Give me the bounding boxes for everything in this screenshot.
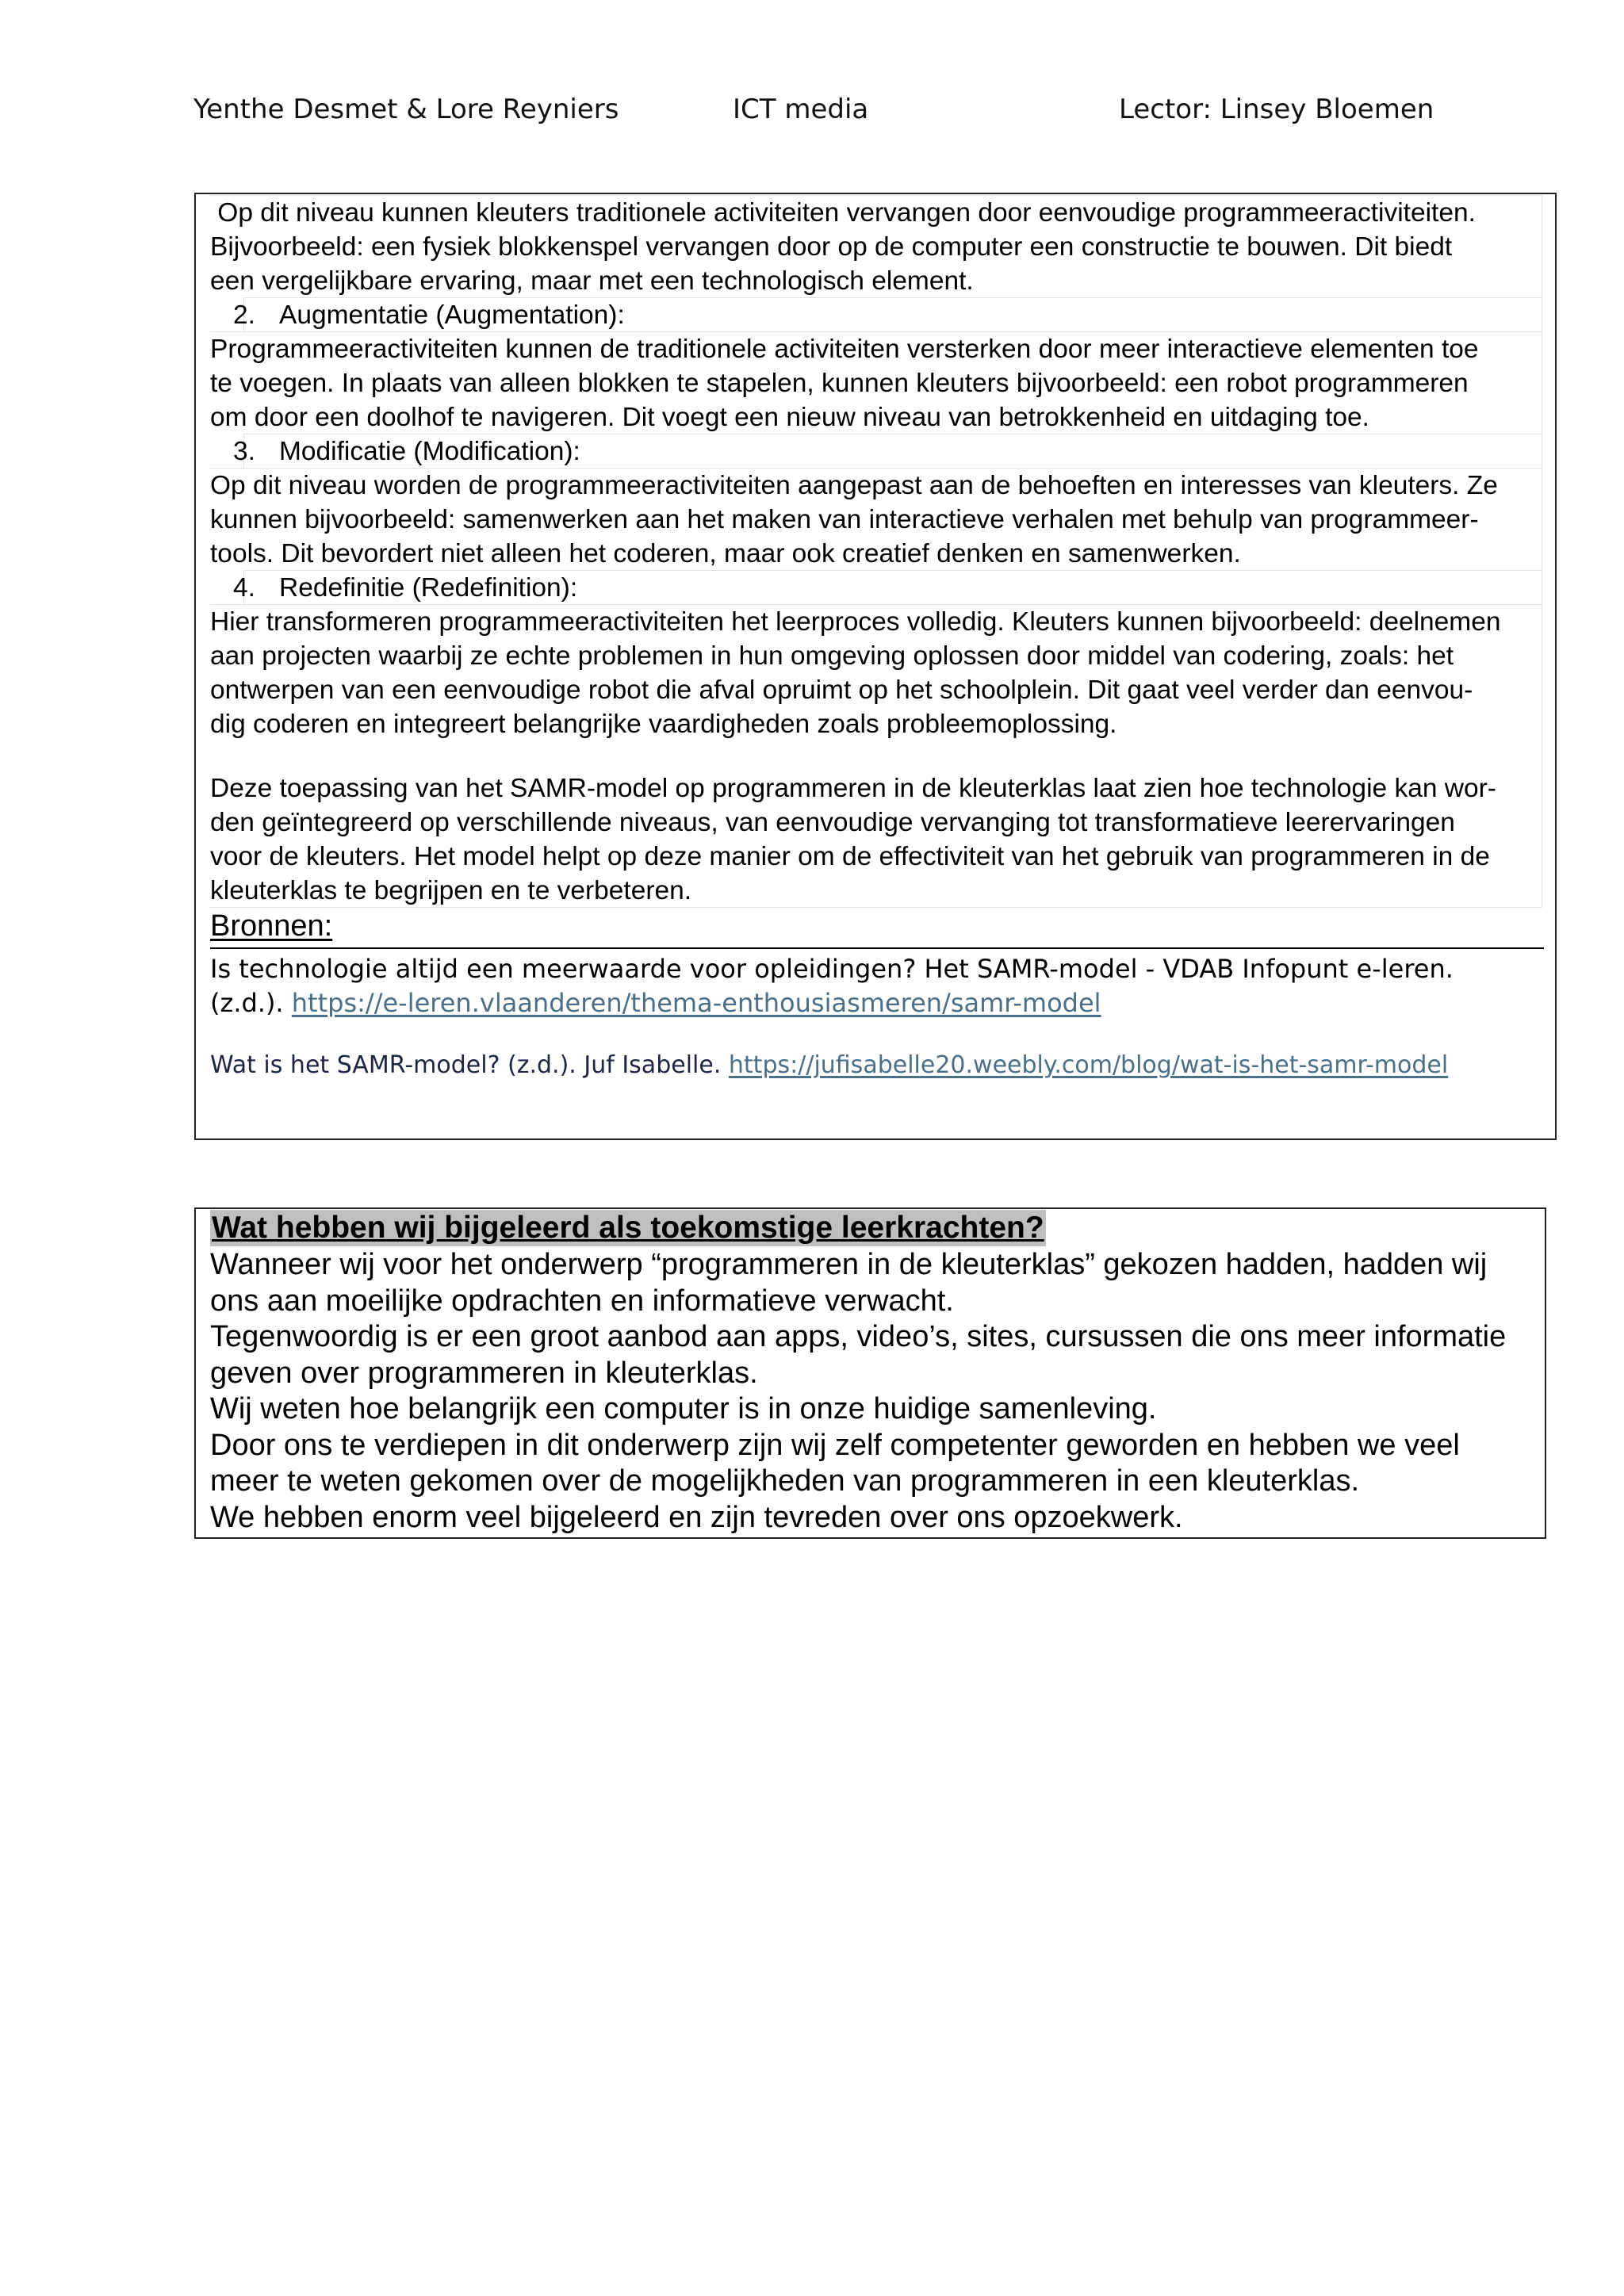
reflection-line: Tegenwoordig is er een groot aanbod aan apps, video’s, sites, cursussen die ons meer informatie [210, 1320, 1507, 1353]
text-line: den geïntegreerd op verschillende niveaus, van eenvoudige vervanging tot transformatieve leerervaringen [210, 808, 1455, 837]
source-1-link[interactable]: https://e-leren.vlaanderen/thema-enthousiasmeren/samr-model [291, 988, 1101, 1018]
reflection-line: Door ons te verdiepen in dit onderwerp zijn wij zelf competenter geworden en hebben we veel [210, 1428, 1460, 1462]
reflection-line: geven over programmeren in kleuterklas. [210, 1356, 758, 1390]
source-entry-2 [210, 1050, 1448, 1081]
source-2-prefix: Wat is het SAMR-model? (z.d.). Juf Isabelle. [210, 1051, 729, 1079]
samr-content-box [194, 193, 1557, 1140]
page-header [0, 94, 1624, 133]
level-title: Modificatie (Modification): [279, 437, 580, 466]
sources-heading: Bronnen: [210, 909, 333, 943]
reflection-title: Wat hebben wij bijgeleerd als toekomstige leerkrachten? [212, 1211, 1044, 1245]
level-title: Redefinitie (Redefinition): [279, 573, 578, 603]
text-line: ontwerpen van een eenvoudige robot die afval opruimt op het schoolplein. Dit gaat veel verder dan eenvou- [210, 675, 1473, 705]
reflection-line: We hebben enorm veel bijgeleerd en zijn tevreden over ons opzoekwerk. [210, 1500, 1183, 1534]
source-entry-1 [210, 952, 1454, 1020]
text-line: Programmeeractiviteiten kunnen de traditionele activiteiten versterken door meer interactieve elementen toe [210, 335, 1479, 364]
header-course: ICT media [733, 94, 869, 125]
text-line: aan projecten waarbij ze echte problemen in hun omgeving oplossen door middel van codering, zoals: het [210, 641, 1454, 671]
source-2-link[interactable]: https://jufisabelle20.weebly.com/blog/wat-is-het-samr-model [728, 1051, 1449, 1079]
reflection-box [194, 1207, 1546, 1539]
text-line: kleuterklas te begrijpen en te verbeteren. [210, 876, 692, 905]
substitution-text [210, 195, 1542, 297]
reflection-line: Wanneer wij voor het onderwerp “programmeren in de kleuterklas” gekozen hadden, hadden wij [210, 1248, 1488, 1281]
source-1-title: Is technologie altijd een meerwaarde voor opleidingen? Het SAMR-model - VDAB Infopunt e-leren. [210, 954, 1454, 984]
level-number: 4. [233, 573, 255, 603]
text-line: te voegen. In plaats van alleen blokken te stapelen, kunnen kleuters bijvoorbeeld: een robot programmeren [210, 369, 1469, 398]
text-line: Deze toepassing van het SAMR-model op programmeren in de kleuterklas laat zien hoe technologie kan wor- [210, 774, 1496, 803]
level-number: 2. [233, 300, 255, 330]
source-1-prefix: (z.d.). [210, 988, 292, 1018]
reflection-line: Wij weten hoe belangrijk een computer is in onze huidige samenleving. [210, 1392, 1157, 1425]
text-line: voor de kleuters. Het model helpt op deze manier om de effectiviteit van het gebruik van programmeren in de [210, 842, 1490, 871]
text-line: een vergelijkbare ervaring, maar met een technologisch element. [210, 266, 974, 296]
text-line: dig coderen en integreert belangrijke vaardigheden zoals probleemoplossing. [210, 710, 1117, 739]
text-line: Hier transformeren programmeeractiviteiten het leerproces volledig. Kleuters kunnen bijvoorbeeld: deelnemen [210, 607, 1501, 637]
redefinition-text [210, 604, 1542, 759]
text-line: om door een doolhof te navigeren. Dit voegt een nieuw niveau van betrokkenheid en uitdaging toe. [210, 403, 1369, 432]
header-lector: Lector: Linsey Bloemen [1119, 94, 1434, 125]
source-1-citation [210, 986, 1454, 1020]
level-number: 3. [233, 437, 255, 466]
reflection-line: ons aan moeilijke opdrachten en informatieve verwacht. [210, 1284, 954, 1318]
level-heading-redefinition [233, 570, 1542, 604]
level-title: Augmentatie (Augmentation): [279, 300, 625, 330]
text-line: tools. Dit bevordert niet alleen het coderen, maar ook creatief denken en samenwerken. [210, 539, 1241, 568]
header-authors: Yenthe Desmet & Lore Reyniers [193, 94, 619, 125]
text-line: kunnen bijvoorbeeld: samenwerken aan het maken van interactieve verhalen met behulp van programmeer- [210, 505, 1479, 534]
reflection-body [210, 1247, 1506, 1536]
augmentation-text [210, 331, 1542, 434]
conclusion-text [210, 759, 1542, 908]
reflection-line: meer te weten gekomen over de mogelijkheden van programmeren in een kleuterklas. [210, 1464, 1360, 1498]
text-line: Op dit niveau worden de programmeeractiviteiten aangepast aan de behoeften en interesses van kleuters. Ze [210, 471, 1498, 500]
modification-text [210, 468, 1542, 570]
level-heading-modification [233, 434, 1542, 468]
level-heading-augmentation [233, 297, 1542, 331]
sources-divider [210, 947, 1544, 949]
text-line: Bijvoorbeeld: een fysiek blokkenspel vervangen door op de computer een constructie te bouwen. Dit biedt [210, 232, 1453, 262]
text-line: Op dit niveau kunnen kleuters traditionele activiteiten vervangen door eenvoudige programmeeractiviteiten. [210, 198, 1476, 228]
